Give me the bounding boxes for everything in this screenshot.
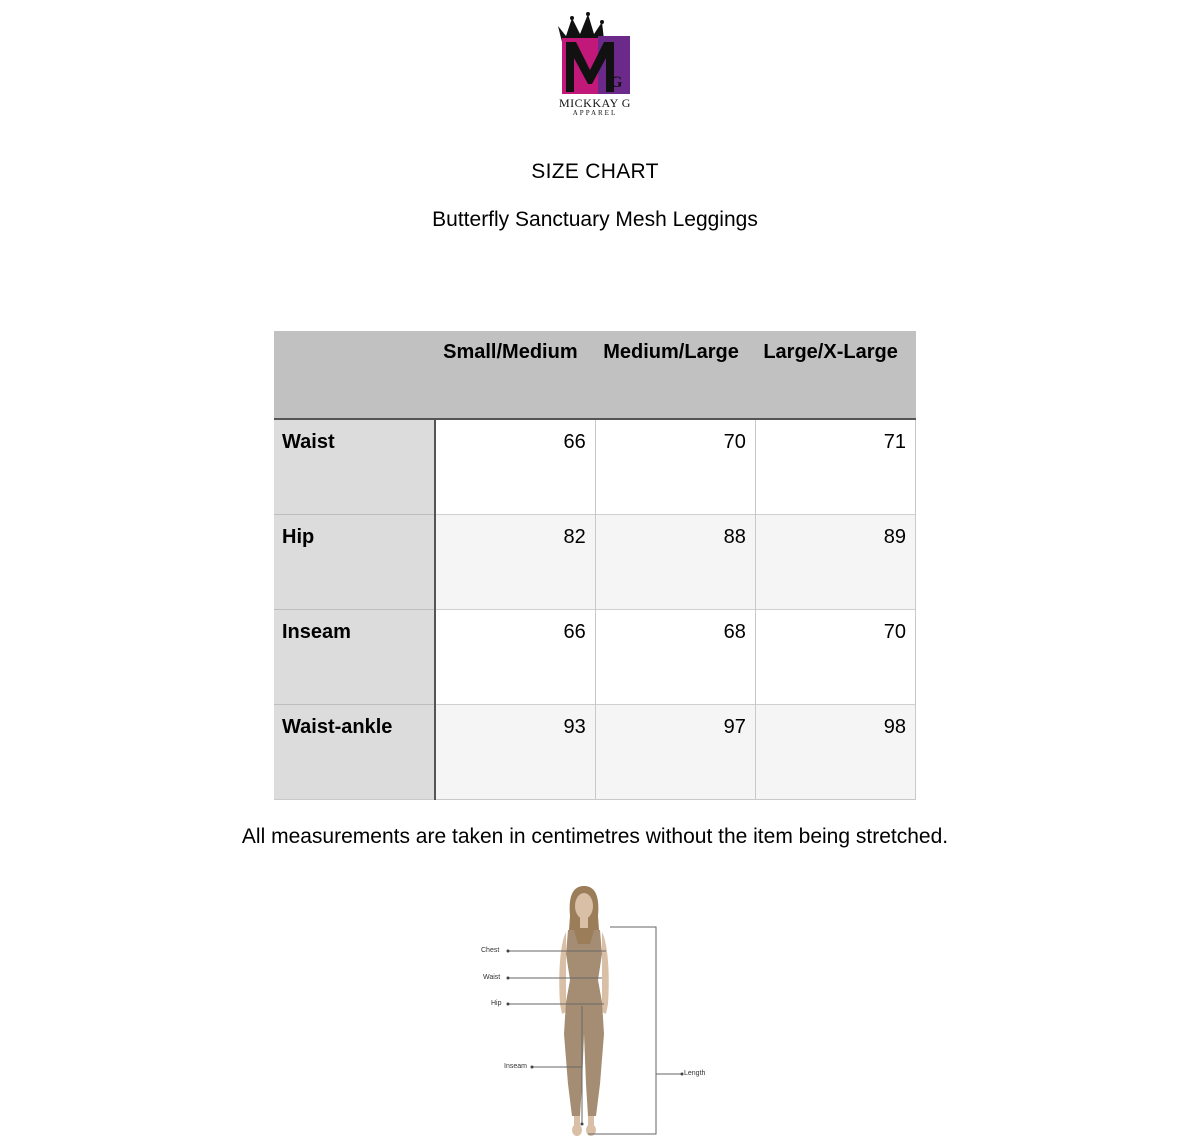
- crown-logo-icon: [552, 12, 638, 102]
- column-header-small-medium: Small/Medium: [435, 331, 595, 419]
- figure-label-inseam: Inseam: [504, 1063, 527, 1070]
- page-title: SIZE CHART: [531, 160, 659, 183]
- measurement-figure: [470, 884, 720, 1140]
- table-cell: 82: [435, 514, 595, 609]
- figure-label-chest: Chest: [481, 947, 500, 954]
- table-row: [274, 514, 916, 609]
- row-label-waist-ankle: Waist-ankle: [274, 704, 435, 799]
- product-name: Butterfly Sanctuary Mesh Leggings: [432, 208, 758, 231]
- size-table: [274, 331, 916, 800]
- column-header-large-xlarge: Large/X-Large: [755, 331, 915, 419]
- logo-g-mark: G: [610, 74, 623, 91]
- table-row: [274, 609, 916, 704]
- body-silhouette-icon: [470, 884, 720, 1140]
- table-cell: 70: [595, 419, 755, 514]
- brand-name: MICKKAY G: [559, 96, 631, 110]
- row-label-waist: Waist: [274, 419, 435, 514]
- figure-label-length: Length: [684, 1070, 706, 1077]
- row-label-hip: Hip: [274, 514, 435, 609]
- table-cell: 93: [435, 704, 595, 799]
- table-row: [274, 419, 916, 514]
- measurement-note: All measurements are taken in centimetres without the item being stretched.: [241, 825, 949, 848]
- table-cell: 88: [595, 514, 755, 609]
- table-cell: 66: [435, 609, 595, 704]
- table-cell: 97: [595, 704, 755, 799]
- table-cell: 70: [755, 609, 915, 704]
- column-header-empty: [274, 331, 435, 419]
- table-cell: 98: [755, 704, 915, 799]
- row-label-inseam: Inseam: [274, 609, 435, 704]
- table-row: [274, 704, 916, 799]
- table-header-row: [274, 331, 916, 419]
- table-cell: 68: [595, 609, 755, 704]
- column-header-medium-large: Medium/Large: [595, 331, 755, 419]
- table-cell: 89: [755, 514, 915, 609]
- figure-label-waist: Waist: [483, 974, 501, 981]
- figure-label-hip: Hip: [491, 1000, 502, 1007]
- brand-sub: APPAREL: [572, 109, 618, 117]
- table-cell: 71: [755, 419, 915, 514]
- table-cell: 66: [435, 419, 595, 514]
